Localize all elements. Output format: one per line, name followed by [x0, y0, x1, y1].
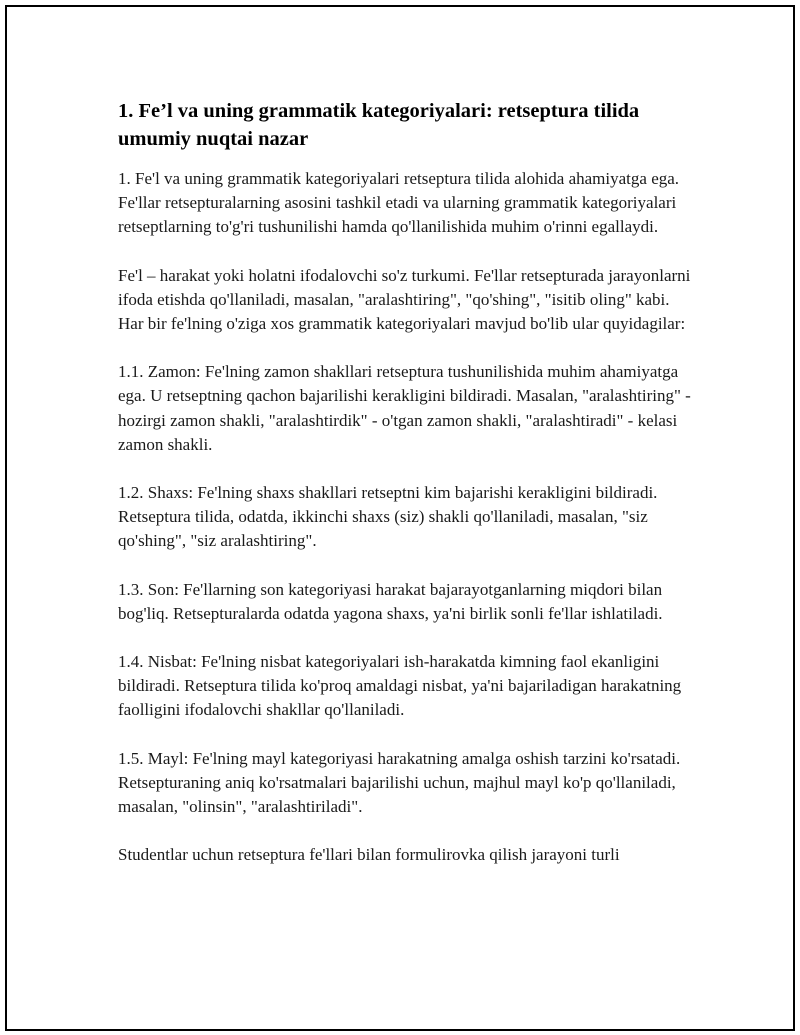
- paragraph-students: Studentlar uchun retseptura fe'llari bilan formulirovka qilish jarayoni turli: [118, 845, 620, 865]
- paragraph-tense: 1.1. Zamon: Fe'lning zamon shakllari retseptura tushunilishida muhim ahamiyatga ega. U retseptning qachon bajarilishi kerakligini bildiradi. Masalan, "aralashtiring" - hozirgi zamon shakli, "aralashtirdik" - o'tgan zamon shakli, "aralashtiradi" - kelasi zamon shakli.: [118, 362, 691, 454]
- paragraph-number: 1.3. Son: Fe'llarning son kategoriyasi harakat bajarayotganlarning miqdori bilan bog'liq. Retsepturalarda odatda yagona shaxs, ya'ni birlik sonli fe'llar ishlatiladi.: [118, 579, 663, 623]
- paragraph-definition: Fe'l – harakat yoki holatni ifodalovchi so'z turkumi. Fe'llar retsepturada jarayonlarni ifoda etishda qo'llaniladi, masalan, "aralashtiring", "qo'shing", "isitib oling" kabi. Har bir fe'lning o'ziga xos grammatik kategoriyalari mavjud bo'lib ular quyidagilar:: [118, 265, 691, 334]
- document-title: 1. Fe’l va uning grammatik kategoriyalari: retseptura tilida umumiy nuqtai nazar: [118, 100, 640, 150]
- document-content: [118, 97, 693, 891]
- document-page: [5, 5, 795, 1031]
- paragraph-person: 1.2. Shaxs: Fe'lning shaxs shakllari retseptni kim bajarishi kerakligini bildiradi. Retseptura tilida, odatda, ikkinchi shaxs (siz) shakli qo'llaniladi, masalan, "siz qo'shing", "siz aralashtiring".: [118, 483, 658, 551]
- paragraph-mood: 1.5. Mayl: Fe'lning mayl kategoriyasi harakatning amalga oshish tarzini ko'rsatadi. Retsepturaning aniq ko'rsatmalari bajarilishi uchun, majhul mayl ko'p qo'llaniladi, masalan, "olinsin", "aralashtiriladi".: [118, 748, 681, 817]
- paragraph-intro: 1. Fe'l va uning grammatik kategoriyalari retseptura tilida alohida ahamiyatga ega. Fe'llar retsepturalarning asosini tashkil etadi va ularning grammatik kategoriyalari retseptlarning to'g'ri tushunilishi hamda qo'llanilishida muhim o'rinni egallaydi.: [118, 169, 680, 237]
- paragraph-voice: 1.4. Nisbat: Fe'lning nisbat kategoriyalari ish-harakatda kimning faol ekanligini bildiradi. Retseptura tilida ko'proq amaldagi nisbat, ya'ni bajariladigan harakatning faolligini ifodalovchi shakllar qo'llaniladi.: [118, 652, 682, 720]
